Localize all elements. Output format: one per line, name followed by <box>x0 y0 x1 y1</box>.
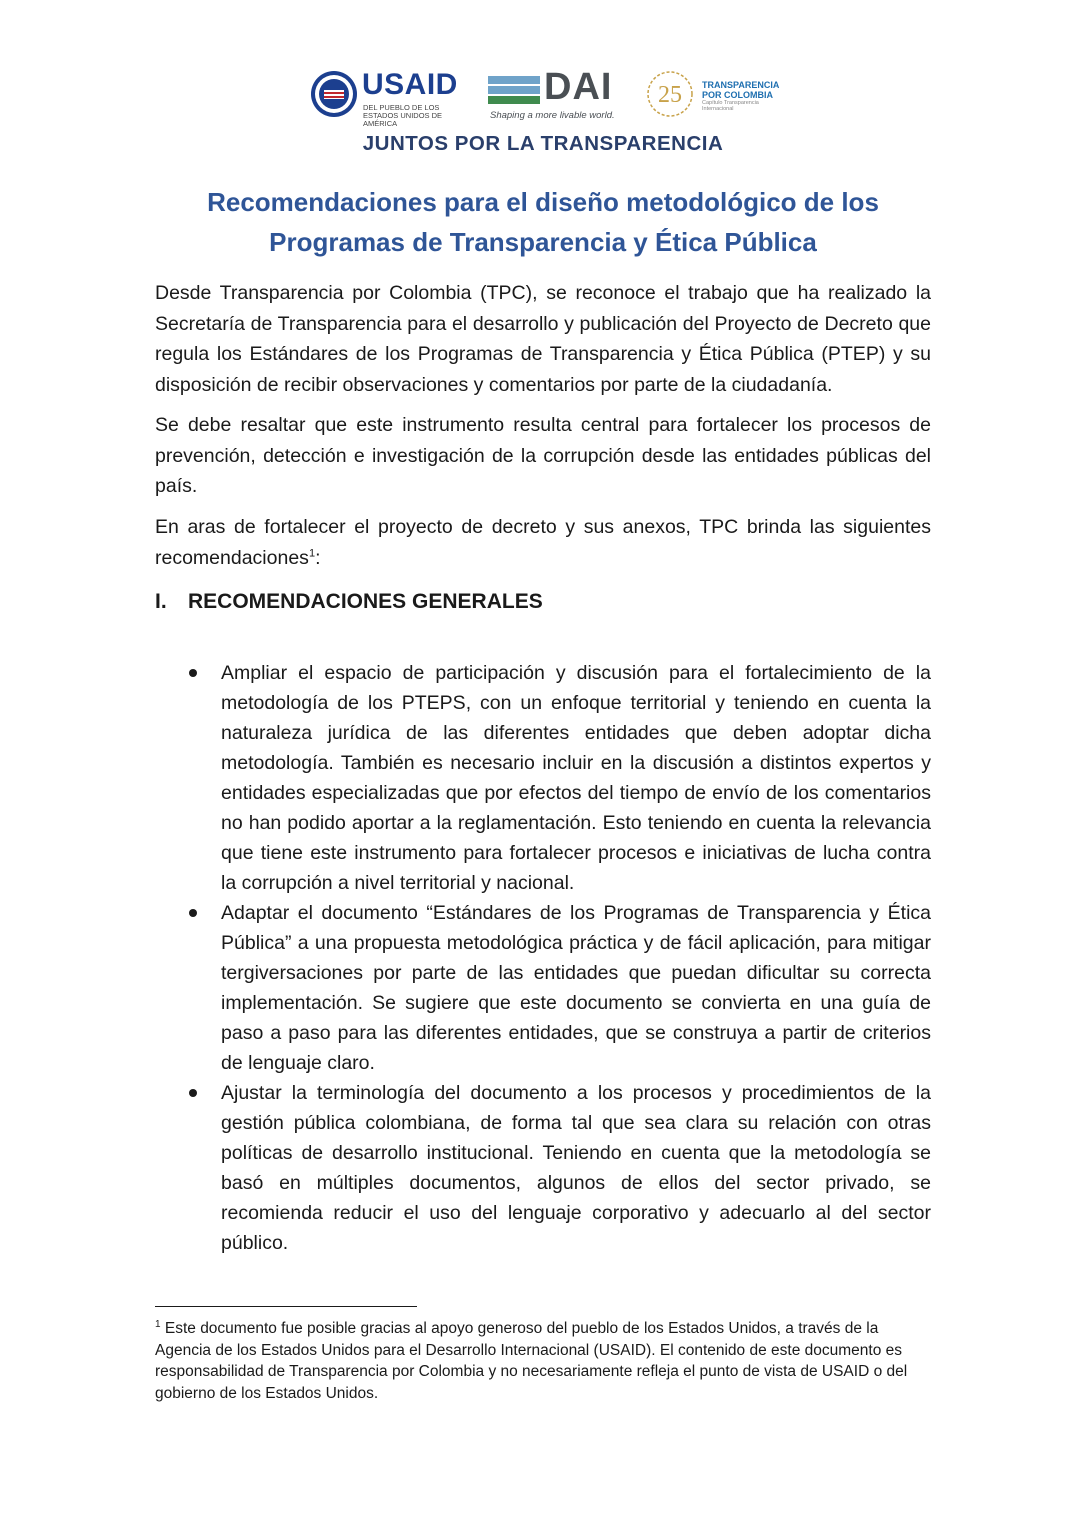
paragraph-3-end: : <box>315 546 321 569</box>
tpc-name-line2: POR COLOMBIA <box>702 90 773 100</box>
footnote-text: Este documento fue posible gracias al apoyo generoso del pueblo de los Estados Unidos, a través de la Agencia de los Estados Unidos para el Desarrollo Internacional (USAID). El contenido de este documento es responsabilidad de Transparencia por Colombia y no necesariamente refleja el punto de vista de USAID o del gobierno de los Estados Unidos. <box>155 1320 908 1402</box>
bullet-icon <box>189 909 197 917</box>
tpc-subtitle: Capítulo Transparencia Internacional <box>702 100 759 112</box>
list-item <box>221 1078 931 1258</box>
dai-tagline: Shaping a more livable world. <box>490 110 615 121</box>
section-title: RECOMENDACIONES GENERALES <box>188 590 543 613</box>
list-item <box>221 898 931 1078</box>
dai-bars-icon <box>488 76 540 108</box>
footnote <box>155 1318 931 1404</box>
tpc-anniversary-icon <box>644 68 700 120</box>
list-item-text: Adaptar el documento “Estándares de los Programas de Transparencia y Ética Pública” a una propuesta metodológica práctica y de fácil aplicación, para mitigar tergiversaciones por parte de las entidades que puedan dificultar su correcta implementación. Se sugiere que este documento se convierta en una guía de paso a paso para las diferentes entidades, que se construya a partir de criterios de lenguaje claro. <box>221 902 931 1074</box>
list-item <box>221 658 931 898</box>
document-title <box>120 182 966 262</box>
footnote-divider <box>155 1306 417 1307</box>
dai-logo <box>488 66 623 122</box>
title-line-2: Programas de Transparencia y Ética Pública <box>269 227 817 257</box>
paragraph-2: Se debe resaltar que este instrumento resulta central para fortalecer los procesos de prevención, detección e investigación de la corrupción desde las entidades públicas del país. <box>155 414 931 497</box>
usaid-seal-icon <box>310 70 358 118</box>
header-logos <box>310 66 780 126</box>
list-item-text: Ajustar la terminología del documento a los procesos y procedimientos de la gestión pública colombiana, de forma tal que sea clara su relación con otras políticas de desarrollo institucional. Teniendo en cuenta que la metodología se basó en múltiples documentos, algunos de ellos del sector privado, se recomienda reducir el uso del lenguaje corporativo y adecuarlo al del sector público. <box>221 1082 931 1254</box>
usaid-tagline: DEL PUEBLO DE LOS ESTADOS UNIDOS DE AMÉRICA <box>363 103 443 128</box>
footnote-ref: 1 <box>308 547 316 559</box>
section-heading <box>155 590 543 614</box>
recommendations-list <box>221 658 931 1258</box>
footnote-number: 1 <box>155 1318 161 1330</box>
usaid-wordmark: USAID <box>362 68 458 101</box>
bullet-icon <box>189 669 197 677</box>
tpc-logo <box>644 68 780 124</box>
section-number: I. <box>155 590 167 613</box>
paragraph-3-text: En aras de fortalecer el proyecto de decreto y sus anexos, TPC brinda las siguientes recomendaciones <box>155 516 931 569</box>
bullet-icon <box>189 1089 197 1097</box>
program-name: JUNTOS POR LA TRANSPARENCIA <box>362 132 724 155</box>
tpc-name-line1: TRANSPARENCIA <box>702 80 780 90</box>
dai-wordmark: DAI <box>544 66 613 108</box>
paragraph-1: Desde Transparencia por Colombia (TPC), se reconoce el trabajo que ha realizado la Secretaría de Transparencia para el desarrollo y publicación del Proyecto de Decreto que regula los Estándares de los Programas de Transparencia y Ética Pública (PTEP) y su disposición de recibir observaciones y comentarios por parte de la ciudadanía. <box>155 282 931 396</box>
tpc-anniversary-number: 25 <box>658 82 682 108</box>
paragraph-3 <box>155 512 931 573</box>
list-item-text: Ampliar el espacio de participación y discusión para el fortalecimiento de la metodología de los PTEPS, con un enfoque territorial y teniendo en cuenta la naturaleza jurídica de las diferentes entidades que deben adoptar dicha metodología. También es necesario incluir en la discusión a distintos expertos y entidades especializadas que por efectos del tiempo de envío de los comentarios no han podido aportar a la reglamentación. Esto teniendo en cuenta la relevancia que tiene este instrumento para fortalecer procesos e iniciativas de lucha contra la corrupción a nivel territorial y nacional. <box>221 662 931 894</box>
tpc-wordmark <box>702 80 779 100</box>
title-line-1: Recomendaciones para el diseño metodológico de los <box>207 187 879 217</box>
